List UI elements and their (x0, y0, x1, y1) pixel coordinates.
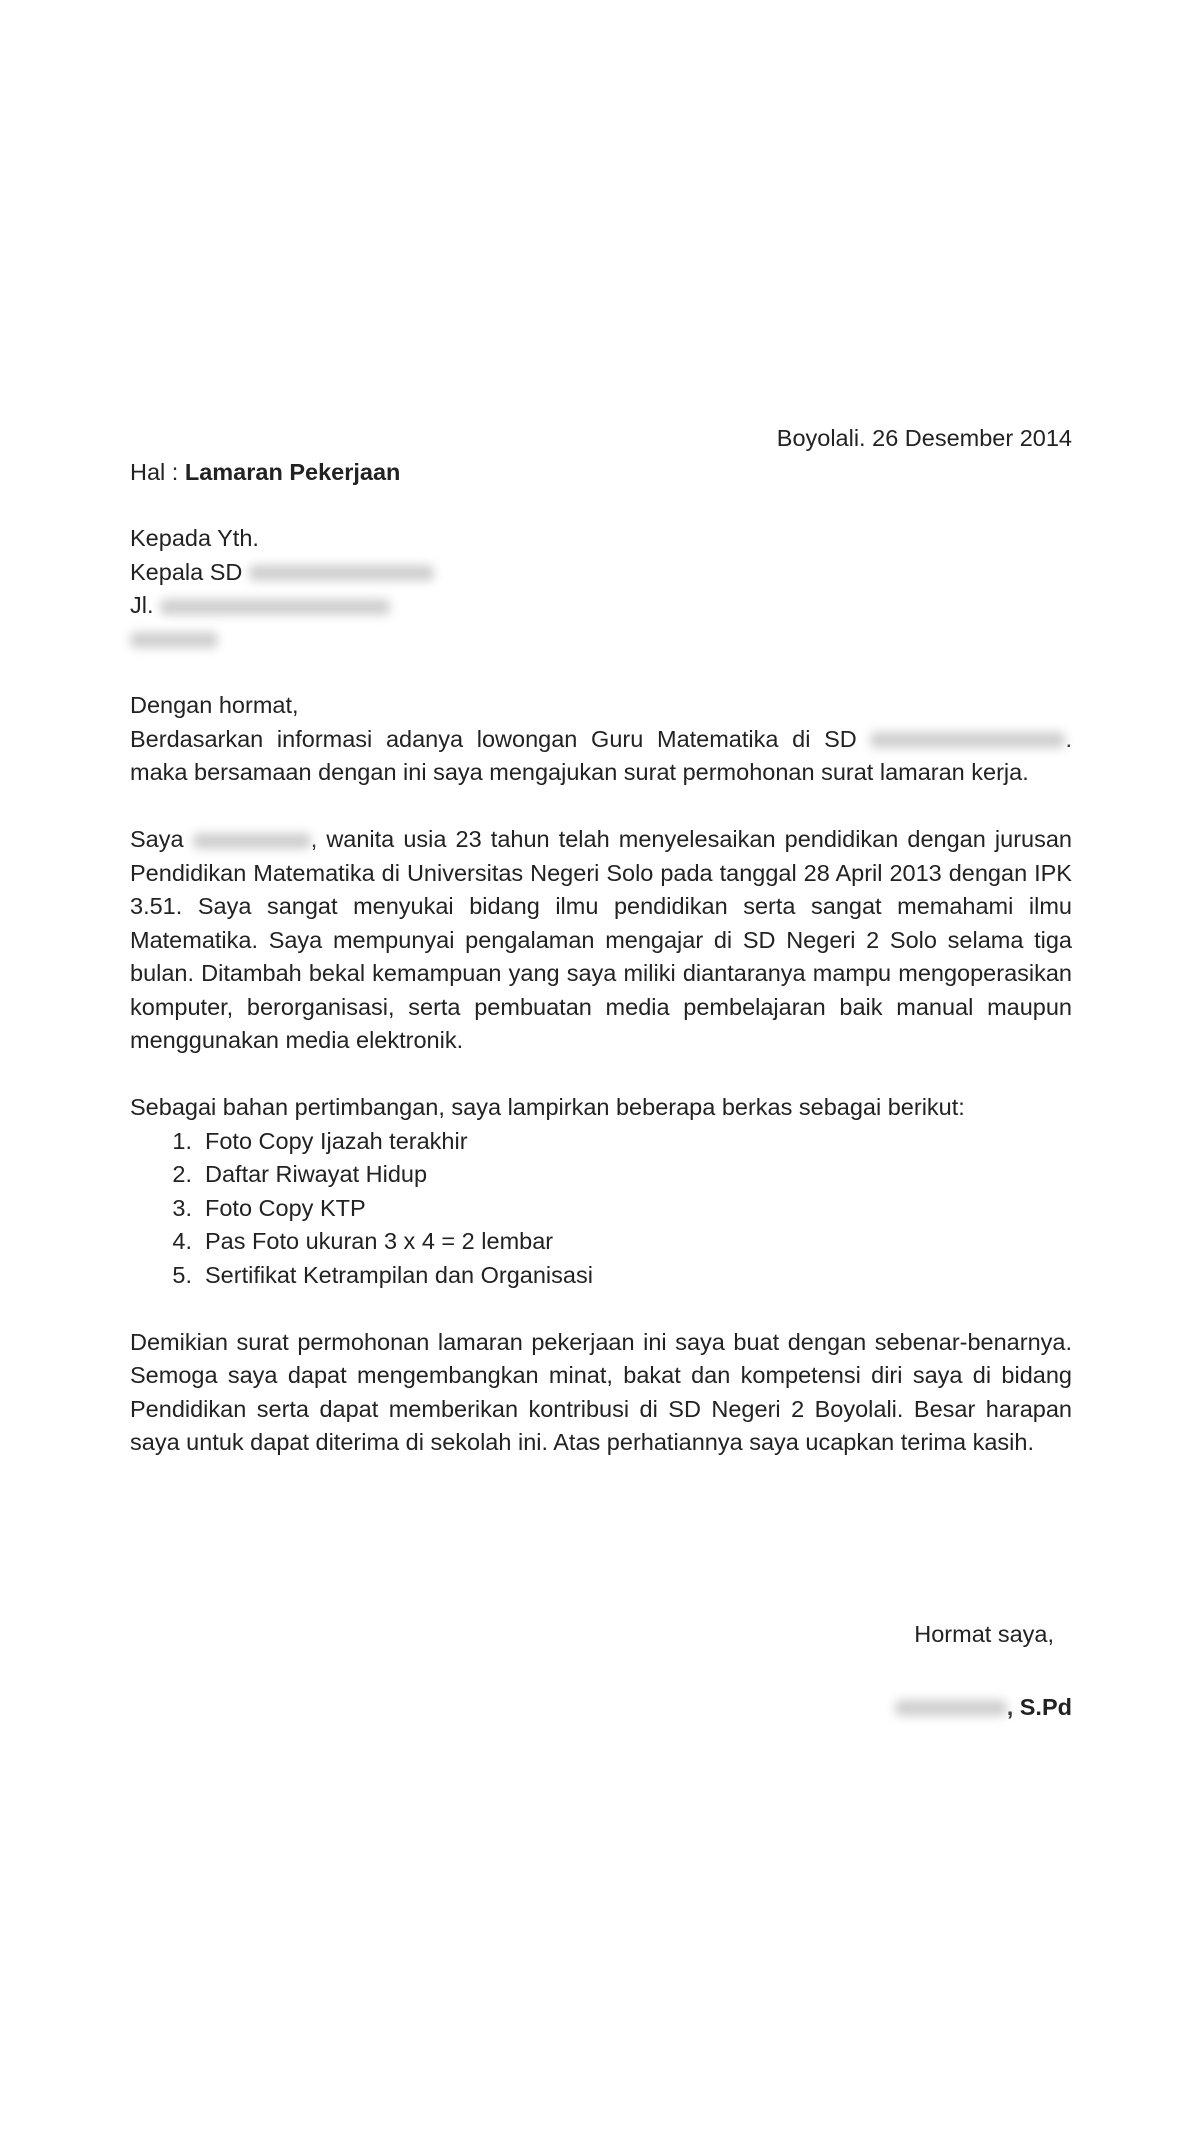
letter-subject (130, 456, 1072, 490)
list-item-text: Daftar Riwayat Hidup (205, 1161, 428, 1187)
redacted-applicant-name (193, 833, 311, 849)
paragraph-1 (130, 723, 1072, 790)
list-item (130, 1225, 1072, 1259)
closing-salutation: Hormat saya, (914, 1621, 1054, 1647)
redacted-school-name (249, 565, 434, 581)
list-item-number: 4. (172, 1228, 192, 1254)
subject-prefix: Hal : (130, 458, 185, 485)
redacted-city (130, 632, 218, 648)
list-item (130, 1192, 1072, 1226)
redacted-school-name-2 (870, 732, 1065, 748)
list-item-number: 3. (172, 1194, 192, 1221)
list-item-text: Foto Copy Ijazah terakhir (205, 1127, 468, 1154)
list-item-number: 2. (172, 1161, 192, 1187)
recipient-street-label: Jl. (130, 592, 154, 618)
recipient-line-1: Kepada Yth. (130, 525, 259, 551)
list-item-number: 5. (172, 1261, 192, 1288)
signature-title: , S.Pd (1006, 1693, 1072, 1720)
recipient-school-label: Kepala SD (130, 558, 243, 585)
attachments-intro: Sebagai bahan pertimbangan, saya lampirkan beberapa berkas sebagai berikut: (130, 1094, 965, 1120)
redacted-street-address (160, 599, 390, 615)
list-item (130, 1158, 1072, 1192)
list-item (130, 1259, 1072, 1293)
paragraph-2 (130, 823, 1072, 1058)
list-item-text: Foto Copy KTP (205, 1194, 366, 1221)
letter-date: Boyolali. 26 Desember 2014 (776, 425, 1072, 451)
list-item (130, 1125, 1072, 1159)
recipient-line-2 (130, 556, 1072, 590)
paragraph-4: Demikian surat permohonan lamaran pekerjaan ini saya buat dengan sebenar-benarnya. Semoga saya dapat mengembangkan minat, bakat dan kompetensi diri saya di bidang Pendidikan serta dapat memberikan kontribusi di SD Negeri 2 Boyolali. Besar harapan saya untuk dapat diterima di sekolah ini. Atas perhatiannya saya ucapkan terima kasih. (130, 1328, 1072, 1455)
attachments-list (130, 1125, 1072, 1293)
recipient-block (130, 522, 1072, 656)
closing-block (130, 1618, 1072, 1724)
list-item-text: Sertifikat Ketrampilan dan Organisasi (205, 1261, 593, 1288)
recipient-line-3 (130, 589, 1072, 623)
signature (130, 1691, 1072, 1725)
letter-body (130, 422, 1072, 1460)
paragraph-2-start: Saya (130, 826, 184, 852)
recipient-line-4 (130, 623, 1072, 657)
subject-title: Lamaran Pekerjaan (184, 458, 401, 485)
paragraph-1-start: Berdasarkan informasi adanya lowongan Guru Matematika di SD (130, 725, 857, 752)
paragraph-1-period: . (1065, 725, 1073, 752)
paragraph-1-end: maka bersamaan dengan ini saya mengajukan surat permohonan surat lamaran kerja. (130, 759, 1029, 785)
redacted-signer-name (895, 1700, 1007, 1716)
paragraph-2-body: , wanita usia 23 tahun telah menyelesaikan pendidikan dengan jurusan Pendidikan Matematika di Universitas Negeri Solo pada tanggal 28 April 2013 dengan IPK 3.51. Saya sangat menyukai bidang ilmu pendidikan serta sangat memahami ilmu Matematika. Saya mempunyai pengalaman mengajar di SD Negeri 2 Solo selama tiga bulan. Ditambah bekal kemampuan yang saya miliki diantaranya mampu mengoperasikan komputer, berorganisasi, serta pembuatan media pembelajaran baik manual maupun menggunakan media elektronik. (130, 826, 1072, 1053)
list-item-text: Pas Foto ukuran 3 x 4 = 2 lembar (205, 1228, 554, 1254)
greeting-section (130, 689, 1072, 790)
list-item-number: 1. (172, 1127, 192, 1154)
greeting: Dengan hormat, (130, 692, 299, 718)
